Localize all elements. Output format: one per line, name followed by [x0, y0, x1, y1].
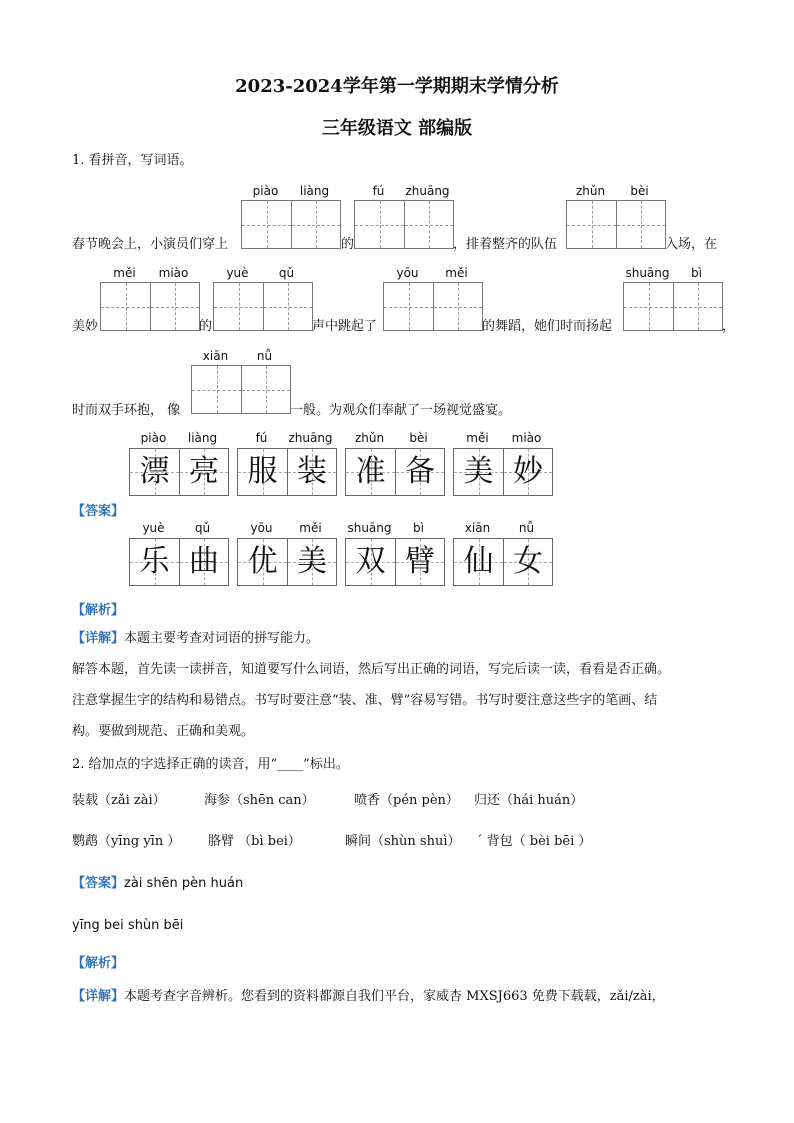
- pinyin: fú: [372, 184, 385, 198]
- writing-grid-youmei[interactable]: [383, 282, 483, 331]
- pinyin: měi: [466, 431, 489, 445]
- reading-option[interactable]: ˊ 背包（ bèi bēi ）: [476, 834, 592, 849]
- pinyin: qǔ: [194, 521, 211, 535]
- answer-char: 美: [463, 454, 494, 489]
- detail-line: [72, 630, 319, 648]
- detail-text: 注意掌握生字的结构和易错点。书写时要注意“装、准、臂”容易写错。书写时要注意这些字的笔画、结: [72, 693, 658, 708]
- page-subtitle: 三年级语文 部编版: [321, 118, 473, 139]
- detail-text: 构。要做到规范、正确和美观。: [72, 724, 255, 739]
- pinyin: bì: [691, 266, 702, 280]
- reading-option[interactable]: 装载（zǎi zài）: [72, 793, 166, 808]
- pinyin: nǚ: [518, 521, 535, 535]
- sentence-text: 一般。为观众们奉献了一场视觉盛宴。: [290, 403, 512, 418]
- writing-grid-piaoliang[interactable]: [241, 200, 341, 249]
- answer-char: 妙: [513, 454, 543, 489]
- pinyin: bì: [413, 521, 424, 535]
- reading-option[interactable]: 归还（hái huán）: [474, 793, 584, 808]
- answer-char: 优: [247, 544, 278, 579]
- sentence-text: ，: [722, 319, 736, 334]
- reading-option[interactable]: 胳臂 （bì bei）: [208, 834, 301, 849]
- answer-text: zài shēn pèn huán: [124, 876, 244, 891]
- answer-char: 双: [355, 544, 386, 579]
- pinyin: miào: [158, 266, 189, 280]
- answer-line: [72, 875, 243, 893]
- pinyin: yōu: [396, 266, 419, 280]
- pinyin: zhuāng: [405, 184, 450, 198]
- answer-char: 仙: [463, 544, 494, 579]
- pinyin: bèi: [630, 184, 649, 198]
- pinyin: zhǔn: [575, 184, 606, 198]
- pinyin: yōu: [250, 521, 273, 535]
- sentence-text: 声中跳起了: [312, 319, 378, 334]
- answer-grid: [453, 538, 553, 586]
- answer-char: 备: [405, 454, 435, 489]
- answer-grid: [345, 448, 445, 496]
- pinyin: zhuāng: [288, 431, 333, 445]
- writing-grid-zhunbei[interactable]: [566, 200, 666, 249]
- pinyin: zhǔn: [354, 431, 385, 445]
- answer-char: 美: [297, 544, 327, 579]
- pinyin: piào: [140, 431, 167, 445]
- pinyin: xiān: [202, 349, 229, 363]
- sentence-text: 入场，在: [665, 237, 718, 252]
- pinyin: nǚ: [256, 349, 273, 363]
- detail-label: 【详解】: [72, 631, 125, 646]
- answer-grid: [237, 448, 337, 496]
- answer-grid: [453, 448, 553, 496]
- answer-char: 臂: [405, 544, 435, 579]
- writing-grid-shuangbi[interactable]: [623, 282, 723, 331]
- pinyin: xiān: [464, 521, 491, 535]
- pinyin: shuāng: [347, 521, 392, 535]
- answer-grid: [129, 538, 229, 586]
- answer-char: 装: [297, 454, 327, 489]
- writing-grid-yuequ[interactable]: [213, 282, 313, 331]
- sentence-text: 的: [341, 237, 355, 252]
- analysis-label: 【解析】: [72, 603, 125, 618]
- pinyin: liàng: [187, 431, 218, 445]
- pinyin: shuāng: [625, 266, 670, 280]
- pinyin: měi: [299, 521, 322, 535]
- pinyin: měi: [113, 266, 136, 280]
- detail-line: [72, 988, 665, 1006]
- analysis-label: 【解析】: [72, 956, 125, 971]
- answer-label: 【答案】: [72, 876, 125, 891]
- page-title: 2023-2024学年第一学期期末学情分析: [235, 76, 559, 97]
- question-1-prompt: 1. 看拼音，写词语。: [72, 153, 193, 168]
- writing-grid-meimiao[interactable]: [100, 282, 200, 331]
- reading-option[interactable]: 鹦鹉（yīng yīn ）: [72, 834, 181, 849]
- sentence-text: 的舞蹈，她们时而扬起: [482, 319, 613, 334]
- sentence-text: 春节晚会上，小演员们穿上: [72, 237, 229, 252]
- detail-text: 本题主要考查对词语的拼写能力。: [124, 631, 320, 646]
- detail-text: 本题考查字音辨析。您看到的资料都源自我们平台，家威杏 MXSJ663 免费下载载，zǎi/zài，: [124, 989, 665, 1004]
- writing-grid-xiannu[interactable]: [191, 365, 291, 414]
- answer-grid: [237, 538, 337, 586]
- answer-text: yīng bei shùn bēi: [72, 918, 184, 933]
- pinyin: fú: [255, 431, 268, 445]
- answer-char: 服: [247, 454, 278, 489]
- answer-char: 准: [355, 454, 386, 489]
- pinyin: yuè: [226, 266, 249, 280]
- sentence-text: ，排着整齐的队伍: [453, 237, 558, 252]
- detail-text: 解答本题，首先读一读拼音，知道要写什么词语，然后写出正确的词语，写完后读一读，看看是否正确。: [72, 662, 671, 677]
- sentence-text: 的: [199, 319, 213, 334]
- answer-char: 乐: [139, 544, 170, 579]
- pinyin: liàng: [299, 184, 330, 198]
- writing-grid-fuzhuang[interactable]: [354, 200, 454, 249]
- detail-label: 【详解】: [72, 989, 125, 1004]
- pinyin: yuè: [142, 521, 165, 535]
- answer-label: 【答案】: [72, 504, 125, 519]
- answer-char: 漂: [139, 454, 170, 489]
- sentence-text: 美妙: [72, 319, 99, 334]
- pinyin: měi: [445, 266, 468, 280]
- pinyin: bèi: [409, 431, 428, 445]
- answer-grid: [345, 538, 445, 586]
- question-2-prompt: 2. 给加点的字选择正确的读音，用“____”标出。: [72, 757, 349, 772]
- answer-char: 亮: [189, 454, 219, 489]
- reading-option[interactable]: 喷香（pén pèn）: [354, 793, 459, 808]
- answer-grid: [129, 448, 229, 496]
- pinyin: piào: [252, 184, 279, 198]
- pinyin: miào: [511, 431, 542, 445]
- answer-char: 女: [513, 544, 543, 579]
- reading-option[interactable]: 瞬间（shùn shuì）: [345, 834, 461, 849]
- answer-char: 曲: [189, 544, 219, 579]
- reading-option[interactable]: 海参（shēn can）: [204, 793, 315, 808]
- pinyin: qǔ: [278, 266, 295, 280]
- sentence-text: 时而双手环抱， 像: [72, 403, 181, 418]
